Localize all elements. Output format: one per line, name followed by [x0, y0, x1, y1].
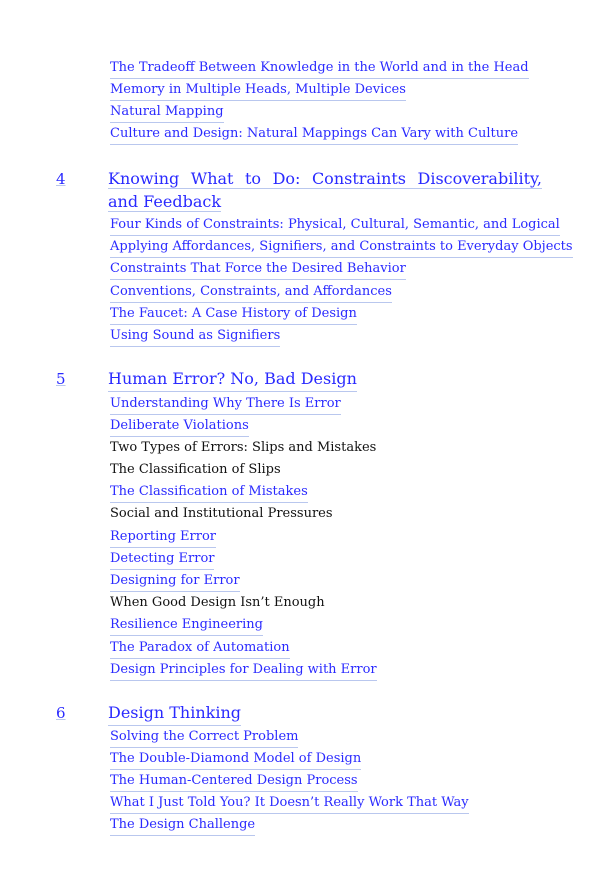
- chapter-title[interactable]: Design Thinking: [108, 701, 241, 726]
- toc-entry[interactable]: The Design Challenge: [110, 817, 255, 836]
- toc-entry: When Good Design Isn’t Enough: [110, 595, 325, 610]
- toc-entry[interactable]: The Classification of Mistakes: [110, 484, 308, 503]
- chapter-number[interactable]: 5: [56, 370, 66, 388]
- toc-entry[interactable]: Culture and Design: Natural Mappings Can Vary with Culture: [110, 126, 518, 145]
- toc-entry[interactable]: The Faucet: A Case History of Design: [110, 306, 357, 325]
- toc-entry[interactable]: Design Principles for Dealing with Error: [110, 662, 377, 681]
- chapter-number[interactable]: 4: [56, 170, 66, 188]
- toc-entry[interactable]: Understanding Why There Is Error: [110, 396, 341, 415]
- toc-entry[interactable]: The Human-Centered Design Process: [110, 773, 358, 792]
- toc-entry[interactable]: Deliberate Violations: [110, 418, 249, 437]
- toc-entry[interactable]: Constraints That Force the Desired Behavior: [110, 261, 406, 280]
- toc-entry[interactable]: The Tradeoff Between Knowledge in the World and in the Head: [110, 60, 529, 79]
- toc-entry[interactable]: The Paradox of Automation: [110, 640, 290, 659]
- toc-entry[interactable]: Using Sound as Signifiers: [110, 328, 280, 347]
- toc-entry[interactable]: Designing for Error: [110, 573, 240, 592]
- toc-entry: The Classification of Slips: [110, 462, 281, 477]
- toc-entry[interactable]: What I Just Told You? It Doesn’t Really Work That Way: [110, 795, 469, 814]
- toc-entry[interactable]: Memory in Multiple Heads, Multiple Devices: [110, 82, 406, 101]
- toc-entry[interactable]: Applying Affordances, Signifiers, and Constraints to Everyday Objects: [110, 239, 573, 258]
- toc-entry: Two Types of Errors: Slips and Mistakes: [110, 440, 377, 455]
- toc-entry[interactable]: Solving the Correct Problem: [110, 729, 298, 748]
- chapter-title[interactable]: Human Error? No, Bad Design: [108, 367, 357, 392]
- chapter-title[interactable]: [108, 167, 542, 214]
- toc-entry[interactable]: Reporting Error: [110, 529, 216, 548]
- toc-entry[interactable]: Four Kinds of Constraints: Physical, Cultural, Semantic, and Logical: [110, 217, 560, 236]
- toc-entry[interactable]: The Double-Diamond Model of Design: [110, 751, 361, 770]
- toc-entry[interactable]: Natural Mapping: [110, 104, 224, 123]
- toc-entry[interactable]: Detecting Error: [110, 551, 214, 570]
- chapter-title-text: Knowing What to Do: Constraints Discoverability, and Feedback: [108, 169, 542, 211]
- toc-entry[interactable]: Resilience Engineering: [110, 617, 263, 636]
- toc-entry[interactable]: Conventions, Constraints, and Affordances: [110, 284, 392, 303]
- toc-entry: Social and Institutional Pressures: [110, 506, 333, 521]
- chapter-number[interactable]: 6: [56, 704, 66, 722]
